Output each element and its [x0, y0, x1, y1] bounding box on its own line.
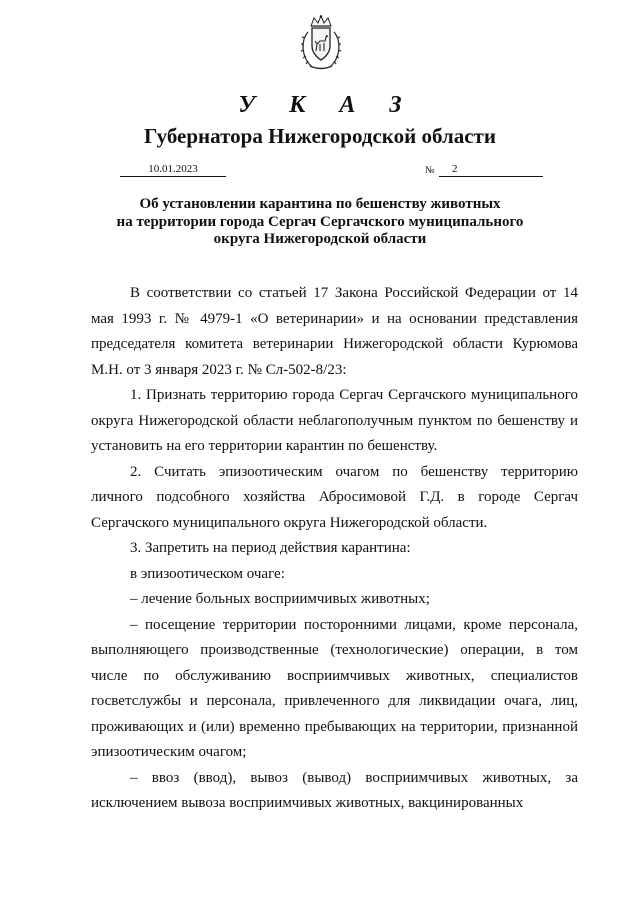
paragraph-item-2: 2. Считать эпизоотическим очагом по бешенству территорию личного подсобного хозяйства Абросимовой Г.Д. в городе Сергач Сергачского муниципального округа Нижегородской области. [91, 463, 578, 531]
paragraph-bullet: – посещение территории посторонними лицами, кроме персонала, выполняющего производственные (технологические) операции, в том числе по обслуживанию восприимчивых животных, специалистов госветслужбы и персонала, привлеченного для ликвидации очага, лиц, проживающих и (или) временно пребывающих на территории, признанной эпизоотическим очагом; [91, 616, 578, 760]
heading-line: округа Нижегородской области [213, 231, 427, 247]
document-number: 2 [439, 163, 543, 177]
document-number-label: № [425, 165, 435, 176]
paragraph-preamble: В соответствии со статьей 17 Закона Российской Федерации от 14 мая 1993 г. № 4979-1 «О ветеринарии» и на основании представления председателя комитета ветеринарии Нижегородской области Курюмова М.Н. от 3 января 2023 г. № Сл-502-8/23: [91, 285, 578, 378]
paragraph-bullet: – лечение больных восприимчивых животных; [130, 591, 430, 607]
document-issuer: Губернатора Нижегородской области [144, 124, 496, 148]
document-heading [0, 196, 640, 249]
paragraph-item-3: 3. Запретить на период действия карантина: [130, 540, 411, 556]
coat-of-arms-icon [299, 14, 343, 72]
heading-line: на территории города Сергач Сергачского муниципального [116, 213, 524, 230]
document-type-title: У К А З [238, 92, 416, 118]
document-date: 10.01.2023 [120, 163, 226, 177]
paragraph-subheading: в эпизоотическом очаге: [130, 565, 285, 582]
paragraph-bullet: – ввоз (ввод), вывоз (вывод) восприимчивых животных, за исключением вывоза восприимчивых животных, вакцинированных [91, 769, 578, 811]
paragraph-item-1: 1. Признать территорию города Сергач Сергачского муниципального округа Нижегородской области неблагополучным пунктом по бешенству и установить на его территории карантин по бешенству. [91, 387, 578, 454]
heading-line: Об установлении карантина по бешенству животных [139, 196, 501, 212]
document-body [91, 281, 578, 817]
